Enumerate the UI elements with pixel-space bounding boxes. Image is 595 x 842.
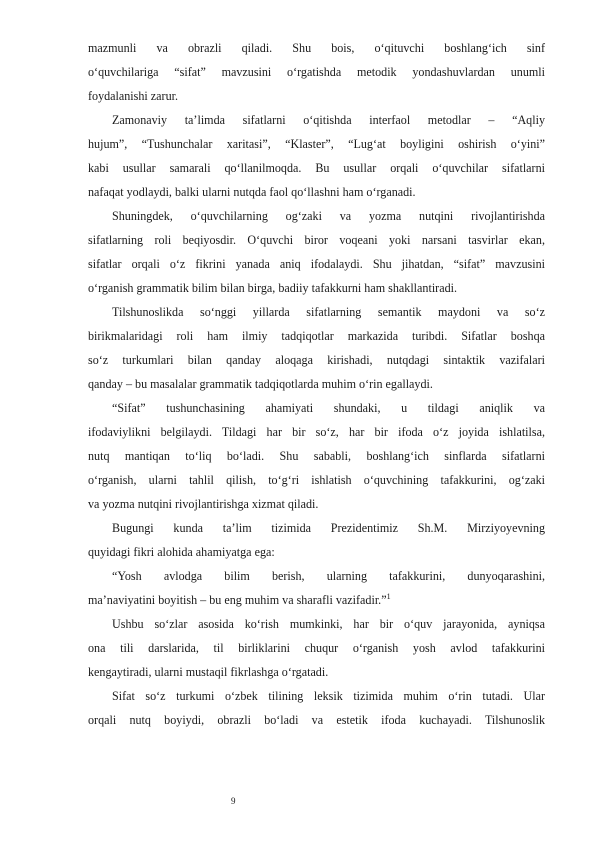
text-line — [88, 228, 545, 252]
line-text: ifodaviylikni belgilaydi. Tildagi har bir so‘z, har bir ifoda o‘z joyida ishlatilsa, — [88, 425, 545, 439]
line-text: qanday – bu masalalar grammatik tadqiqotlarda muhim o‘rin egallaydi. — [88, 377, 433, 391]
line-text: “Yosh avlodga bilim berish, ularning tafakkurini, dunyoqarashini, — [112, 569, 545, 583]
footnote-marker: 1 — [386, 591, 391, 601]
line-text: sifatlarning roli beqiyosdir. O‘quvchi biror voqeani yoki narsani tasvirlar ekan, — [88, 233, 545, 247]
text-line — [88, 660, 545, 684]
text-line — [88, 300, 545, 324]
text-line — [88, 516, 545, 540]
line-text: birikmalaridagi roli ham ilmiy tadqiqotlar markazida turibdi. Sifatlar boshqa — [88, 329, 545, 343]
line-text: Tilshunoslikda so‘nggi yillarda sifatlarning semantik maydoni va so‘z — [112, 305, 545, 319]
text-line — [88, 372, 545, 396]
line-text: quyidagi fikri alohida ahamiyatga ega: — [88, 545, 275, 559]
text-line — [88, 396, 545, 420]
line-text: o‘quvchilariga “sifat” mavzusini o‘rgatishda metodik yondashuvlardan unumli — [88, 65, 545, 79]
line-text: kabi usullar samarali qo‘llanilmoqda. Bu usullar orqali o‘quvchilar sifatlarni — [88, 161, 545, 175]
text-line — [88, 108, 545, 132]
text-line — [88, 444, 545, 468]
line-text: nafaqat yodlaydi, balki ularni nutqda faol qo‘llashni ham o‘rganadi. — [88, 185, 416, 199]
line-text: Sifat so‘z turkumi o‘zbek tilining leksik tizimida muhim o‘rin tutadi. Ular — [112, 689, 545, 703]
text-line — [88, 132, 545, 156]
text-line — [88, 180, 545, 204]
text-line — [88, 276, 545, 300]
line-text: o‘rganish grammatik bilim bilan birga, badiiy tafakkurni ham shakllantiradi. — [88, 281, 458, 295]
line-text: foydalanishi zarur. — [88, 89, 179, 103]
text-line — [88, 468, 545, 492]
line-text: hujum”, “Tushunchalar xaritasi”, “Klaster”, “Lug‘at boyligini oshirish o‘yini” — [88, 137, 545, 151]
text-line — [88, 252, 545, 276]
line-text: kengaytiradi, ularni mustaqil fikrlashga o‘rgatadi. — [88, 665, 329, 679]
line-text: nutq mantiqan to‘liq bo‘ladi. Shu sababli, boshlang‘ich sinflarda sifatlarni — [88, 449, 545, 463]
line-text: orqali nutq boyiydi, obrazli bo‘ladi va estetik ifoda kuchayadi. Tilshunoslik — [88, 713, 545, 727]
page-number: 9 — [231, 796, 236, 806]
line-text: Ushbu so‘zlar asosida ko‘rish mumkinki, har bir o‘quv jarayonida, ayniqsa — [112, 617, 545, 631]
text-line — [88, 492, 545, 516]
text-line — [88, 324, 545, 348]
text-line — [88, 540, 545, 564]
text-line — [88, 588, 545, 612]
line-text: o‘rganish, ularni tahlil qilish, to‘g‘ri ishlatish o‘quvchining tafakkurini, og‘zaki — [88, 473, 545, 487]
text-line — [88, 636, 545, 660]
text-line — [88, 612, 545, 636]
line-text: Shuningdek, o‘quvchilarning og‘zaki va yozma nutqini rivojlantirishda — [112, 209, 545, 223]
text-line — [88, 84, 545, 108]
line-text: va yozma nutqini rivojlantirishga xizmat qiladi. — [88, 497, 319, 511]
line-text: so‘z turkumlari bilan qanday aloqaga kirishadi, nutqdagi sintaktik vazifalari — [88, 353, 545, 367]
text-line — [88, 348, 545, 372]
text-line — [88, 204, 545, 228]
text-line — [88, 36, 545, 60]
text-line — [88, 156, 545, 180]
text-line — [88, 60, 545, 84]
line-text: ma’naviyatini boyitish – bu eng muhim va sharafli vazifadir.” — [88, 593, 387, 607]
text-line — [88, 564, 545, 588]
line-text: ona tili darslarida, til birliklarini chuqur o‘rganish yosh avlod tafakkurini — [88, 641, 545, 655]
line-text: sifatlar orqali o‘z fikrini yanada aniq ifodalaydi. Shu jihatdan, “sifat” mavzusini — [88, 257, 545, 271]
text-line — [88, 420, 545, 444]
text-line — [88, 708, 545, 732]
line-text: mazmunli va obrazli qiladi. Shu bois, o‘qituvchi boshlang‘ich sinf — [88, 41, 545, 55]
line-text: Zamonaviy ta’limda sifatlarni o‘qitishda interfaol metodlar – “Aqliy — [112, 113, 545, 127]
line-text: “Sifat” tushunchasining ahamiyati shundaki, u tildagi aniqlik va — [112, 401, 545, 415]
text-line — [88, 684, 545, 708]
line-text: Bugungi kunda ta’lim tizimida Prezidentimiz Sh.M. Mirziyoyevning — [112, 521, 545, 535]
document-body — [88, 36, 545, 732]
